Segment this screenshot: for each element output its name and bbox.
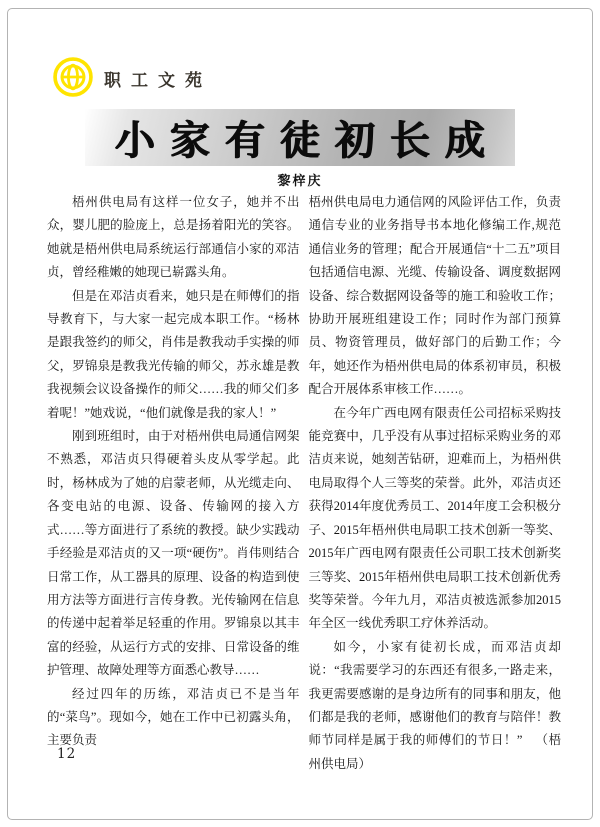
page-number: 12	[57, 746, 77, 762]
paragraph: 刚到班组时，由于对梧州供电局通信网架不熟悉，邓洁贞只得硬着头皮从零学起。此时，杨林成为了她的启蒙老师，从光缆走向、各变电站的电源、设备、传输网的接入方式……等方面进行了系统的教授。缺少实践动手经验是邓洁贞的又一项“硬伤”。肖伟则结合日常工作，从工器具的原理、设备的构造到使用方法等方面进行言传身教。光传输网在信息的传递中起着举足轻重的作用。罗锦泉以其丰富的经验，从运行方式的安排、日常设备的维护管理、故障处理等方面悉心教导……	[47, 429, 300, 678]
paragraph: 在今年广西电网有限责任公司招标采购技能竞赛中，几乎没有从事过招标采购业务的邓洁贞来说，她刻苦钻研，迎难而上，为梧州供电局取得个人三等奖的荣誉。此外，邓洁贞还获得2014年度优秀员工、2014年度工会积极分子、2015年梧州供电局职工技术创新一等奖、2015年广西电网有限责任公司职工技术创新奖三等奖、2015年梧州供电局职工技术创新优秀奖等荣誉。今年九月，邓洁贞被选派参加2015年全区一线优秀职工疗休养活动。	[308, 405, 561, 631]
page-header	[52, 56, 212, 98]
article-body	[47, 191, 561, 776]
section-title: 职工文苑	[104, 70, 212, 90]
article-title: 小家有徒初长成	[115, 118, 500, 163]
paragraph: 梧州供电局有这样一位女子，她并不出众，婴儿肥的脸庞上，总是扬着阳光的笑容。她就是梧州供电局系统运行部通信小家的邓洁贞，曾经稚嫩的她现已崭露头角。	[47, 195, 300, 280]
left-column	[47, 191, 300, 776]
paragraph: 但是在邓洁贞看来，她只是在师傅们的指导教育下，与大家一起完成本职工作。“杨林是跟我签约的师父，肖伟是教我动手实操的师父，罗锦泉是教我光传输的师父，苏永雄是教我视频会议设备操作的师父……我的师父们多着呢！”她戏说，“他们就像是我的家人！”	[47, 288, 300, 420]
author-byline: 黎梓庆	[277, 173, 323, 188]
right-column	[309, 191, 562, 776]
paragraph: 梧州供电局电力通信网的风险评估工作，负责通信专业的业务指导书本地化修编工作,规范通信业务的管理；配合开展通信“十二五”项目包括通信电源、光缆、传输设备、调度数据网设备、综合数据网设备等的施工和验收工作；协助开展班组建设工作；同时作为部门预算员、物资管理员，做好部门的后勤工作；今年，她还作为梧州供电局的体系初审员，积极配合开展体系审核工作……。	[308, 195, 561, 397]
paragraph: 经过四年的历练，邓洁贞已不是当年的“菜鸟”。现如今，她在工作中已初露头角，主要负责	[47, 686, 300, 748]
paragraph	[309, 636, 562, 776]
title-banner	[85, 109, 515, 166]
attribution: （梧州供电局）	[308, 733, 561, 771]
paragraph-text: 如今，小家有徒初长成，而邓洁贞却说：“我需要学习的东西还有很多,一路走来，我更需要感谢的是身边所有的同事和朋友，他们都是我的老师，感谢他们的教育与陪伴！教师节同样是属于我的师傅们的节日！”	[308, 639, 561, 748]
trade-union-emblem-icon	[52, 56, 94, 98]
